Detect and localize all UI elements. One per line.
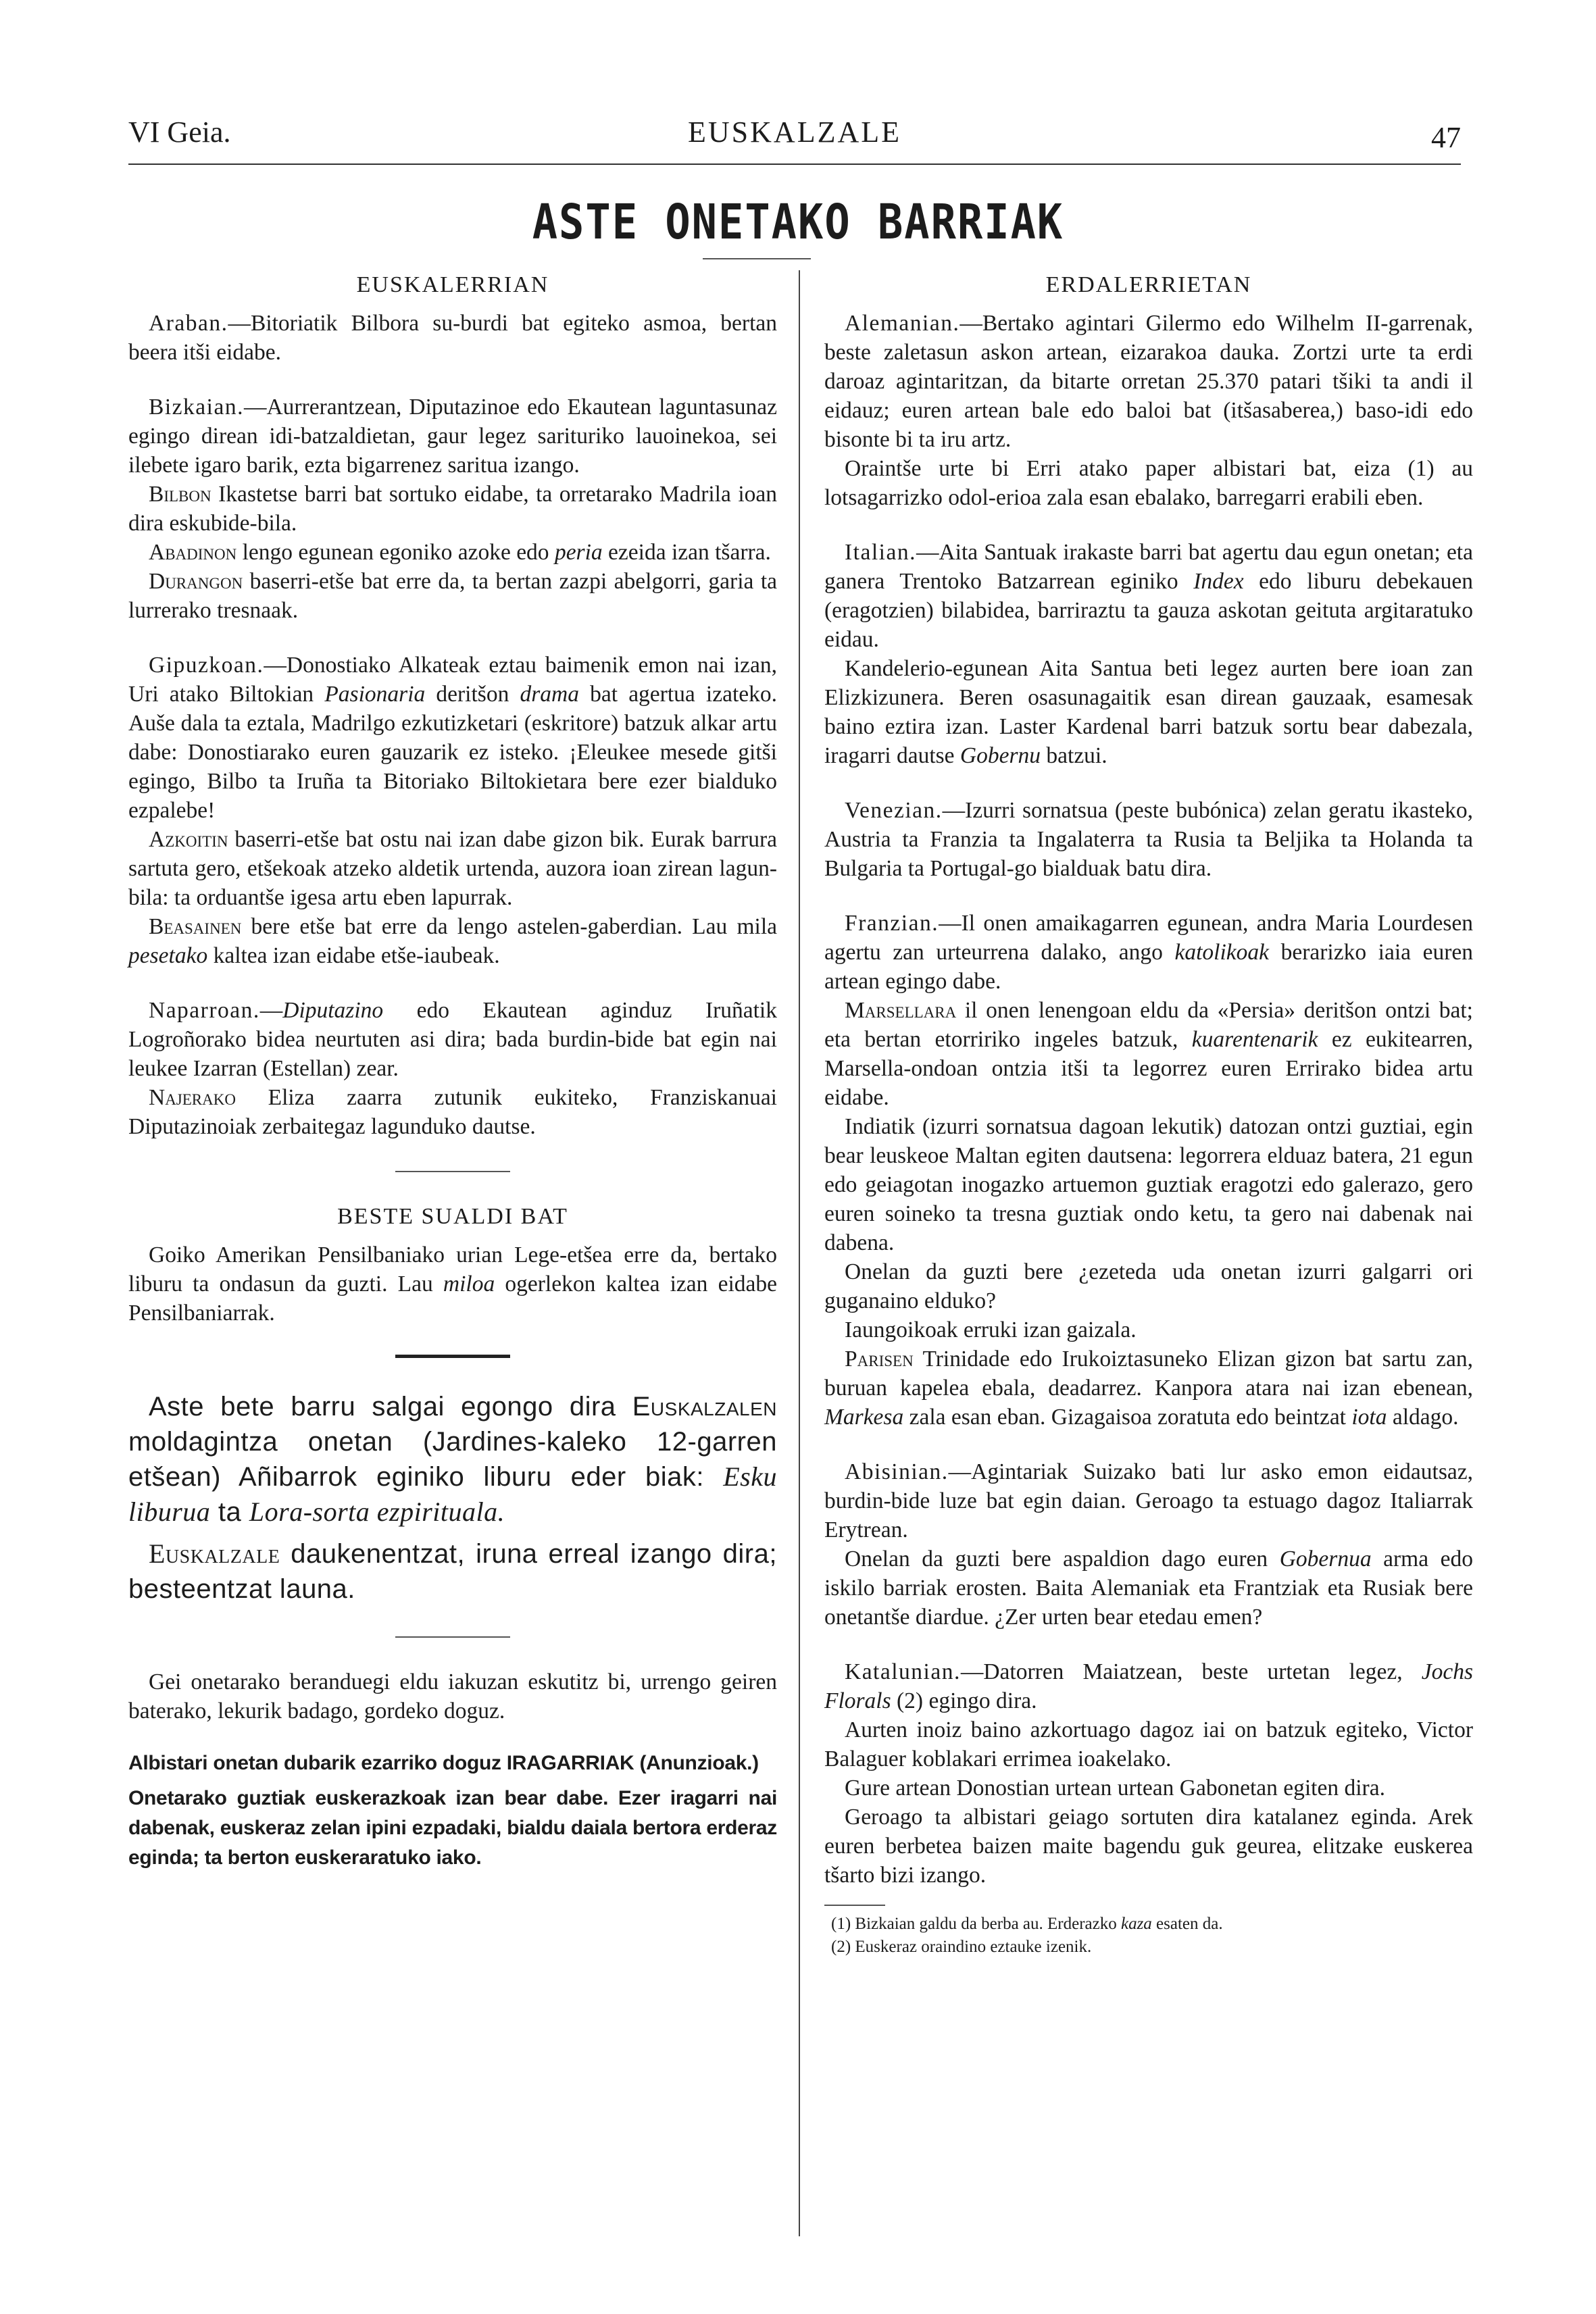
katalunian-paragraph-4: Geroago ta albistari geiago sortuten dira katalanez eginda. Arek euren berbetea baizen maite bagendu guk geurea, elitzake euskerea tšarto bizi izango. xyxy=(824,1805,1473,1888)
column-divider xyxy=(799,270,800,2236)
header-rule xyxy=(128,164,1461,165)
alemanian-paragraph: Alemanian.—Bertako agintari Gilermo edo Wilhelm II-garrenak, beste zaletasun askon artean, eizarakoa dauka. Zortzi urte ta erdi daroaz agintaritzan, da bitarte orretan 25.370 patari tšiki ta andi il eidauz; euren artean bale edo baloi bat (itšasaberea,) baso-idi edo bisonte bi ta iru artz. xyxy=(824,311,1473,452)
najerako-paragraph: Najerako Eliza zaarra zutunik eukiteko, Franziskanuai Diputazinoiak zerbaitegaz lagunduko dautse. xyxy=(128,1085,777,1139)
book-notice-paragraph: Aste bete barru salgai egongo dira Euskalzalen moldagintza onetan (Jardines-kaleko 12-garren etšean) Añibarrok eginiko liburu eder biak: Esku liburua ta Lora-sorta ezpirituala. xyxy=(128,1392,777,1527)
araban-paragraph: Araban.—Bitoriatik Bilbora su-burdi bat egiteko asmoa, bertan beera itši eidabe. xyxy=(128,311,777,365)
beasainen-paragraph: Beasainen bere etše bat erre da lengo astelen-gaberdian. Lau mila pesetako kaltea izan eidabe etše-iaubeak. xyxy=(128,914,777,968)
section-title: ASTE ONETAKO BARRIAK xyxy=(532,193,1064,251)
onelan-paragraph: Onelan da guzti bere ¿ezeteda uda onetan izurri galgarri ori guganaino elduko? xyxy=(824,1259,1473,1313)
indiatik-paragraph: Indiatik (izurri sornatsua dagoan lekutik) datozan ontzi guztiai, egin bear leuskeoe Maltan egiten dautsena: legorrera elduaz batera, 21 egun edo geiagotan inogazko artuemon guztiak eragotzi edo galerazo, gero euren soineko ta tresna guztiak ondo ketu, ta gero nai dabenak nai dabena. xyxy=(824,1114,1473,1255)
abisinian-paragraph: Abisinian.—Agintariak Suizako bati lur asko emon eidautsaz, burdin-bide luze bat egin daian. Geroago ta estuago dagoz Italiarrak Erytrean. xyxy=(824,1459,1473,1542)
book-notice xyxy=(128,1389,777,1607)
footnotes xyxy=(824,1913,1473,1959)
abisinian-paragraph-2: Onelan da guzti bere aspaldion dago euren Gobernua arma edo iskilo barriak erosten. Baita Alemaniak eta Frantziak eta Rusiak bere onetantše diardue. ¿Zer urten bear etedau emen? xyxy=(824,1546,1473,1630)
advertisement-notice xyxy=(128,1749,777,1873)
durangon-paragraph: Durangon baserri-etše bat erre da, ta bertan zazpi abelgorri, garia ta lurrerako tresnaak. xyxy=(128,569,777,623)
page-number: 47 xyxy=(1431,121,1461,154)
masthead-title: EUSKALZALE xyxy=(688,116,901,149)
footnote-2: (2) Euskeraz oraindino eztauke izenik. xyxy=(831,1938,1092,1956)
beste-sualdi-heading: BESTE SUALDI BAT xyxy=(337,1204,568,1229)
parisen-paragraph: Parisen Trinidade edo Irukoiztasuneko Elizan gizon bat sartu zan, buruan kapelea ebala, deadarrez. Kanpora atara nai izan ebenean, Markesa zala esan eban. Gizagaisoa zoratuta edo beintzat iota aldago. xyxy=(824,1347,1473,1430)
italian-paragraph: Italian.—Aita Santuak irakaste barri bat agertu dau egun onetan; eta ganera Trentoko Batzarrean eginiko Index edo liburu debekauen (eragotzien) bilabidea, barriraztu ta gauza askotan geituta argitaratuko eidau. xyxy=(824,540,1473,652)
left-column xyxy=(128,270,777,1873)
ads-paragraph-a: Albistari onetan dubarik ezarriko doguz IRAGARRIAK (Anunzioak.) xyxy=(128,1752,759,1774)
katalunian-paragraph: Katalunian.—Datorren Maiatzean, beste urtetan legez, Jochs Florals (2) egingo dira. xyxy=(824,1659,1473,1713)
franzian-paragraph: Franzian.—Il onen amaikagarren egunean, andra Maria Lourdesen agertu zan urteurrena dalako, ango katolikoak berarizko iaia euren artean egingo dabe. xyxy=(824,911,1473,994)
bizkaian-paragraph: Bizkaian.—Aurrerantzean, Diputazinoe edo Ekautean laguntasunaz egingo direan idi-batzaldietan, gaur legez sarituriko lauoinekoa, sei ilebete igaro barik, ezta bigarrenez saritua izango. xyxy=(128,395,777,478)
book-price-paragraph: Euskalzale daukenentzat, iruna erreal izango dira; besteentzat launa. xyxy=(128,1538,777,1604)
beste-sualdi-paragraph: Goiko Amerikan Pensilbaniako urian Lege-etšea erre da, bertako liburu ta ondasun da guzti. Lau miloa ogerlekon kaltea izan eidabe Pensilbaniarrak. xyxy=(128,1242,777,1326)
divider-rule xyxy=(395,1171,510,1172)
venezian-paragraph: Venezian.—Izurri sornatsua (peste bubónica) zelan geratu ikasteko, Austria ta Franzia ta Ingalaterra ta Rusia ta Beljika ta Holanda ta Bulgaria ta Portugal-go bialduak batu dira. xyxy=(824,798,1473,881)
divider-rule-2 xyxy=(395,1636,510,1638)
erdalerrietan-heading: ERDALERRIETAN xyxy=(1045,272,1252,297)
marsellara-paragraph: Marsellara il onen lenengoan eldu da «Persia» deritšon ontzi bat; eta bertan etorririko ingeles batzuk, kuarentenarik ez eukitearren, Marsella-ondoan ontzia itši ta legorrez euren Errirako bidea artu eidabe. xyxy=(824,998,1473,1110)
late-letters-note xyxy=(128,1667,777,1726)
footnote-1: (1) Bizkaian galdu da berba au. Erderazko kaza esaten da. xyxy=(831,1915,1223,1933)
abadinon-paragraph: Abadinon lengo egunean egoniko azoke edo peria ezeida izan tšarra. xyxy=(149,540,771,565)
azkoitin-paragraph: Azkoitin baserri-etše bat ostu nai izan dabe gizon bik. Eurak barrura sartuta gero, etšekoak atzeko aldetik urtenda, auzora ioan zirean lagun-bila: ta orduantše igesa artu eben lapurrak. xyxy=(128,827,777,910)
bilbon-paragraph: Bilbon Ikastetse barri bat sortuko eidabe, ta orretarako Madrila ioan dira eskubide-bila. xyxy=(128,482,777,536)
gipuzkoan-paragraph: Gipuzkoan.—Donostiako Alkateak eztau baimenik emon nai izan, Uri atako Biltokian Pasionaria deritšon drama bat agertua izateko. Auše dala ta eztala, Madrilgo ezkutizketari (eskritore) batzuk alkar artu dabe: Donostiarako euren gauzarik ez isteko. ¡Eleukee mesede gitši egingo, Bilbo ta Iruña ta Bitoriako Biltokietara bere ezer bialduko ezpalebe! xyxy=(128,653,778,823)
late-letters-paragraph: Gei onetarako beranduegi eldu iakuzan eskutitz bi, urrengo geiren baterako, lekurik badago, gordeko doguz. xyxy=(128,1669,777,1724)
euskalerrian-heading: EUSKALERRIAN xyxy=(356,272,549,297)
bold-divider-rule xyxy=(395,1355,510,1358)
ads-paragraph-b: Onetarako guztiak euskerazkoak izan bear dabe. Ezer iragarri nai dabenak, euskeraz zelan ipini ezpadaki, bialdu daiala bertora erderaz eginda; ta berton euskeraratuko iako. xyxy=(128,1787,777,1869)
running-head xyxy=(128,115,1461,162)
alemanian-paragraph-2: Oraintše urte bi Erri atako paper albistari bat, eiza (1) au lotsagarrizko odol-erioa zala esan ebalako, barregarri erabili eben. xyxy=(824,456,1473,510)
footnote-rule xyxy=(824,1905,885,1906)
katalunian-paragraph-2: Aurten inoiz baino azkortuago dagoz iai on batzuk egiteko, Victor Balaguer koblakari errimea ioakelako. xyxy=(824,1717,1473,1771)
italian-paragraph-2: Kandelerio-egunean Aita Santua beti legez aurten bere ioan zan Elizkizunera. Beren osasunagaitik esan direan gauzaak, esamesak baino eztira izan. Laster Kardenal barri batzuk sortu bear dabezala, iragarri dautse Gobernu batzui. xyxy=(824,656,1473,768)
iaungoikoak-paragraph: Iaungoikoak erruki izan gaizala. xyxy=(845,1317,1137,1342)
katalunian-paragraph-3: Gure artean Donostian urtean urtean Gabonetan egiten dira. xyxy=(845,1776,1385,1801)
naparroan-paragraph: Naparroan.—Diputazino edo Ekautean aginduz Iruñatik Logroñorako bidea neurtuten asi dira; bada burdin-bide bat egin nai leukee Izarran (Estellan) zear. xyxy=(128,998,777,1081)
right-column xyxy=(824,270,1473,1959)
title-rule xyxy=(703,258,811,259)
volume-label: VI Geia. xyxy=(128,116,231,149)
